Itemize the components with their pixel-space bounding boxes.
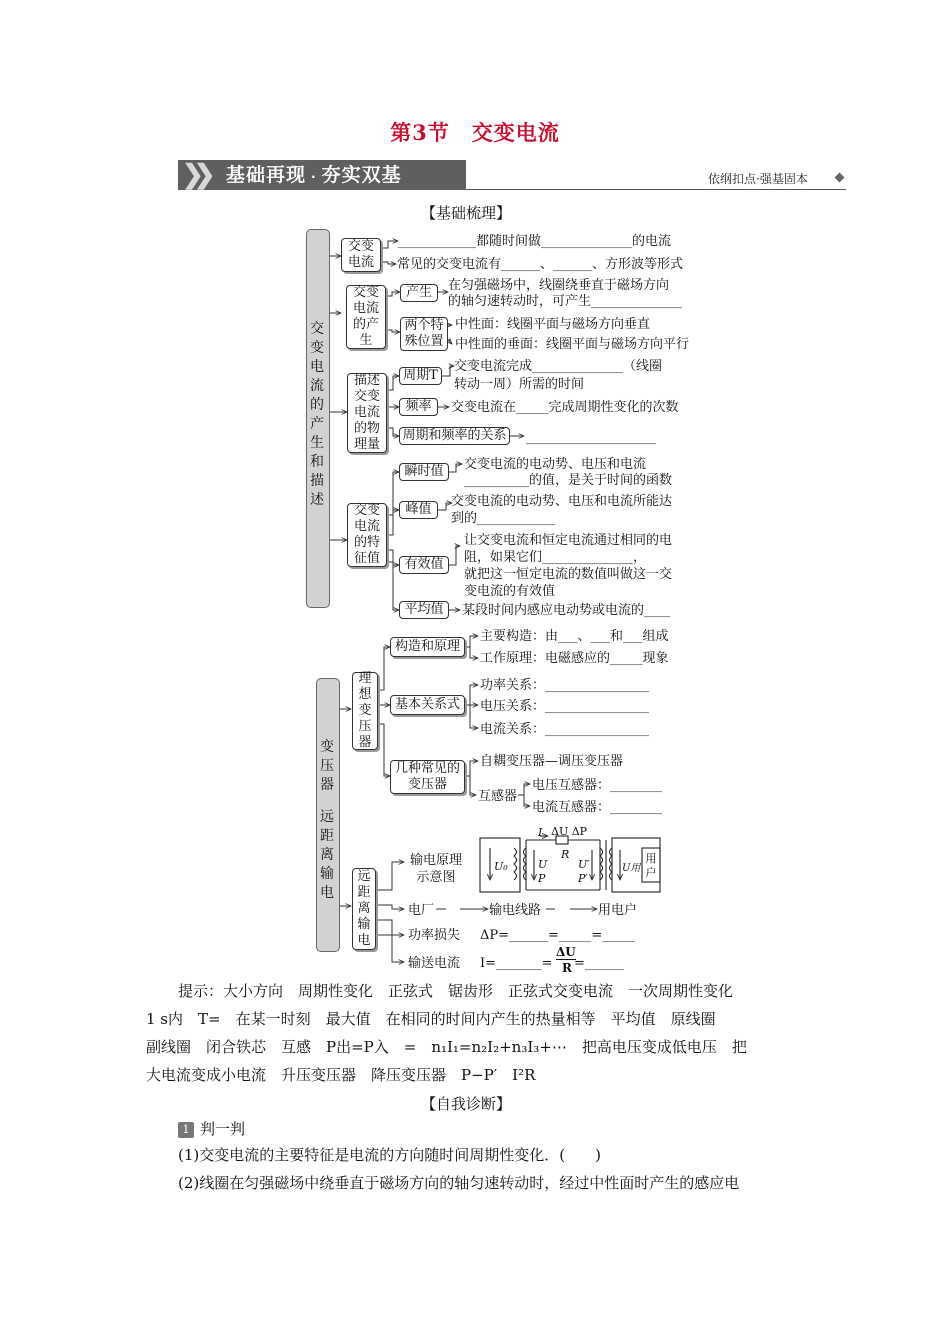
question-2: (2)线圈在匀强磁场中绕垂直于磁场方向的轴匀速转动时，经过中性面时产生的感应电 xyxy=(178,1174,740,1192)
node-ac-generation: 交变电流的产生 xyxy=(346,285,386,349)
circuit-U: U xyxy=(538,858,548,871)
text-power-loss-label: 功率损失 xyxy=(408,928,461,943)
node-period: 周期T xyxy=(399,367,442,385)
text-gen-1: 在匀强磁场中，线圈绕垂直于磁场方向 xyxy=(448,278,670,293)
text-consumer: 用电户 xyxy=(598,903,638,918)
text-principle: 工作原理：电磁感应的_____现象 xyxy=(480,651,669,666)
text-period-2: 转动一周）所需的时间 xyxy=(454,377,585,392)
node-basic-relations: 基本关系式 xyxy=(390,695,465,715)
text-period-1: 交变电流完成______________（线圈 xyxy=(454,359,663,374)
chevron-right-icon: ❯❯ xyxy=(182,160,206,190)
text-ac-types: 常见的交变电流有______、______、方形波等形式 xyxy=(397,257,684,272)
text-current-a: I=_______= xyxy=(480,956,553,971)
text-current-label: 输送电流 xyxy=(408,956,461,971)
node-generate: 产生 xyxy=(400,284,438,302)
topic-ac-generation-label: 交变电流的产生和描述 xyxy=(310,321,324,508)
node-common-transformers: 几种常见的变压器 xyxy=(390,760,465,794)
text-line: 输电线路 xyxy=(489,903,542,918)
circuit-Pprime: P′ xyxy=(578,872,588,885)
text-voltage-relation: 电压关系：________________ xyxy=(480,699,650,714)
hint-line-2: 1 s内 T= 在某一时刻 最大值 在相同的时间内产生的热量相等 平均值 原线圈 xyxy=(146,1010,716,1028)
node-effective: 有效值 xyxy=(399,556,449,574)
circuit-I: I xyxy=(538,826,543,839)
text-structure: 主要构造：由___、___和___组成 xyxy=(480,629,669,644)
circuit-Uuse: U用 xyxy=(622,863,641,874)
text-period-frequency: ____________________ xyxy=(526,430,656,445)
text-eff-1: 让交变电流和恒定电流通过相同的电 xyxy=(464,533,673,548)
topic-transmission-label: 远距离输电 xyxy=(320,809,334,901)
node-instantaneous: 瞬时值 xyxy=(399,463,449,481)
circuit-P: P xyxy=(538,872,546,885)
node-ideal-transformer: 理想变压器 xyxy=(352,672,378,750)
node-special-positions: 两个特殊位置 xyxy=(400,317,448,351)
node-period-frequency: 周期和频率的关系 xyxy=(399,427,510,445)
text-eff-4: 变电流的有效值 xyxy=(464,584,556,599)
node-structure: 构造和原理 xyxy=(390,637,465,657)
text-frequency: 交变电流在_____完成周期性变化的次数 xyxy=(451,400,679,415)
node-ac: 交变电流 xyxy=(341,238,381,272)
text-neutral-perp: 中性面的垂面：线圈平面与磁场方向平行 xyxy=(455,337,690,352)
page-title: 第3节 交变电流 xyxy=(390,120,560,145)
text-peak-1: 交变电流的电动势、电压和电流所能达 xyxy=(451,494,673,509)
hint-line-1: 提示：大小方向 周期性变化 正弦式 锯齿形 正弦式交变电流 一次周期性变化 xyxy=(178,982,734,1000)
text-peak-2: 到的____________ xyxy=(451,511,556,526)
text-ac-def: ____________都随时间做______________的电流 xyxy=(398,234,672,249)
text-power-relation: 功率关系：________________ xyxy=(480,678,650,693)
text-instant-1: 交变电流的电动势、电压和电流 xyxy=(464,457,647,472)
text-vt: 电压互感器：________ xyxy=(532,778,663,793)
node-physical-quantities: 描述交变电流的物理量 xyxy=(347,373,387,453)
text-gen-2: 的轴匀速转动时，可产生______________ xyxy=(448,294,683,309)
node-characteristic-values: 交变电流的特征值 xyxy=(347,503,387,567)
text-current-relation: 电流关系：________________ xyxy=(480,722,650,737)
hint-line-3: 副线圈 闭合铁芯 互感 P出=P入 = n₁I₁=n₂I₂+n₃I₃+⋯ 把高电压变成低电压 把 xyxy=(146,1038,747,1056)
circuit-Uprime: U′ xyxy=(578,858,590,871)
text-plant: 电厂 xyxy=(408,903,435,918)
section-heading-diagnosis: 【自我诊断】 xyxy=(421,1095,512,1113)
circuit-U0: U₀ xyxy=(494,860,508,873)
banner-subtitle: 依纲扣点·强基固本 xyxy=(708,172,808,186)
text-neutral: 中性面：线圈平面与磁场方向垂直 xyxy=(455,317,651,332)
node-long-distance: 远距离输电 xyxy=(352,868,376,950)
number-badge: 1 xyxy=(178,1122,194,1138)
text-power-loss: ΔP=______=_____=_____ xyxy=(480,928,635,943)
node-frequency: 频率 xyxy=(399,398,438,416)
question-1: (1)交变电流的主要特征是电流的方向随时间周期性变化．( ) xyxy=(178,1146,601,1164)
frac-denominator: R xyxy=(562,961,572,975)
topic-transformer-label: 变压器 xyxy=(320,739,334,793)
hint-line-4: 大电流变成小电流 升压变压器 降压变压器 P−P′ I²R xyxy=(146,1066,536,1084)
text-average: 某段时间内感应电动势或电流的____ xyxy=(462,603,671,618)
text-schematic: 输电原理示意图 xyxy=(409,853,462,885)
text-eff-2: 阻，如果它们______________， xyxy=(464,550,647,565)
circuit-user: 用户 xyxy=(645,852,657,879)
text-instrument-transformer: 互感器 xyxy=(478,789,518,804)
text-autotransformer: 自耦变压器—调压变压器 xyxy=(480,754,624,769)
text-current-b: =______ xyxy=(574,956,624,971)
node-average: 平均值 xyxy=(399,601,449,619)
judge-title: 判一判 xyxy=(200,1120,246,1138)
circuit-dUdP: ΔU ΔP xyxy=(551,825,588,838)
banner-title: 基础再现 · 夯实双基 xyxy=(226,164,402,186)
text-eff-3: 就把这一恒定电流的数值叫做这一交 xyxy=(464,567,673,582)
section-heading-basics: 【基础梳理】 xyxy=(421,204,512,222)
node-peak: 峰值 xyxy=(399,501,438,519)
text-ct: 电流互感器：________ xyxy=(532,800,663,815)
text-instant-2: __________的值，是关于时间的函数 xyxy=(464,473,673,488)
circuit-R: R xyxy=(561,848,570,861)
frac-numerator: ΔU xyxy=(556,945,576,959)
